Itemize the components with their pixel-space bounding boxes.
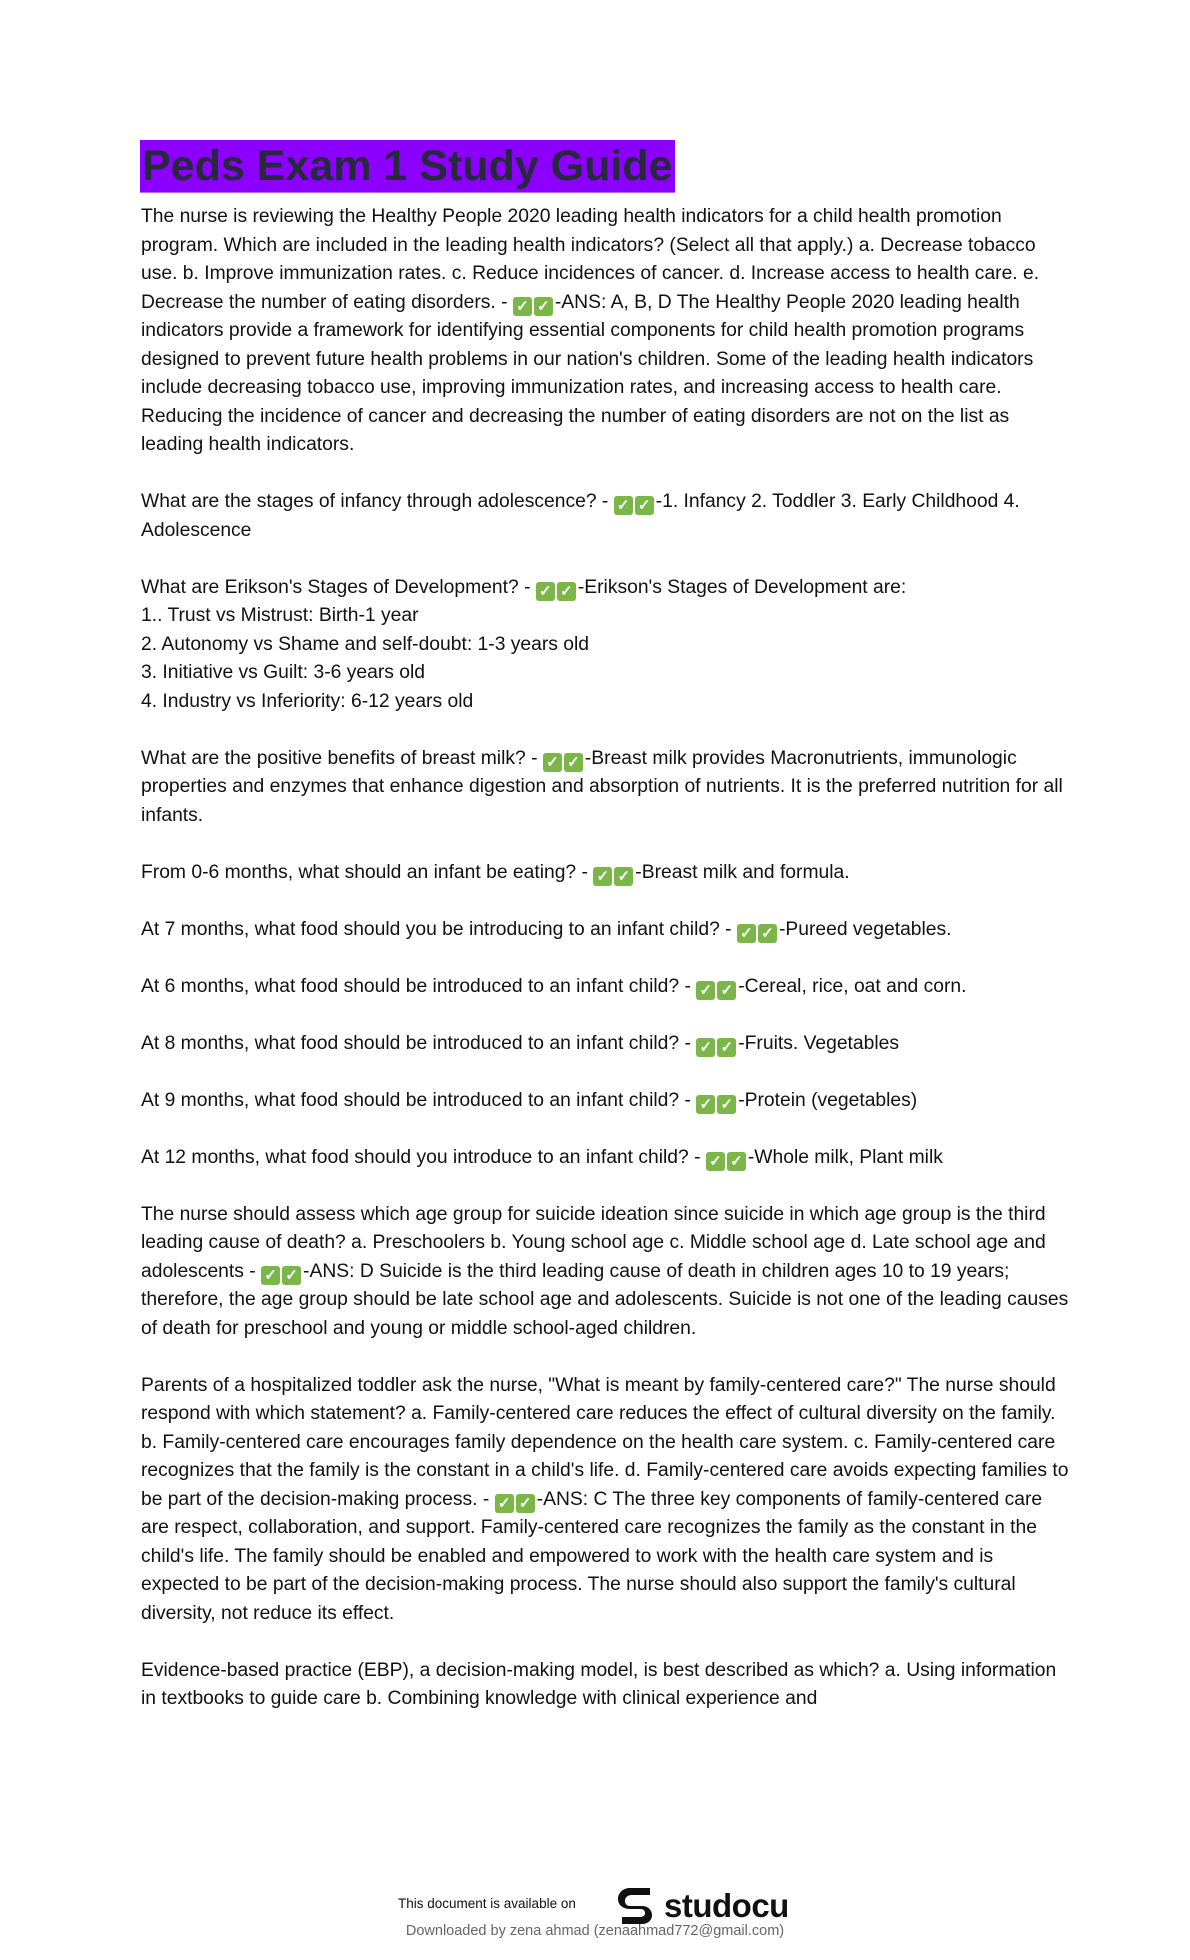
answer-text: -Erikson's Stages of Development are: — [577, 576, 907, 598]
available-on-text: This document is available on — [398, 1896, 576, 1911]
check-mark-icon: ✓ — [261, 1266, 280, 1285]
answer-text: -Fruits. Vegetables — [738, 1032, 899, 1054]
list-item: 4. Industry vs Inferiority: 6-12 years old — [141, 690, 474, 712]
question-text: What are the stages of infancy through adolescence? - — [141, 491, 614, 512]
answer-text: -ANS: C The three key components of family-centered care are respect, collaboration, and support. Family-centered care recognizes the family as the constant in the child's life. The family should be enabled and empowered to work with the health care system and is expected to be part of the decision-making process. The nurse should also support the family's cultural diversity, not reduce its effect. — [141, 1488, 1043, 1624]
qa-entry — [141, 1201, 1069, 1344]
question-text: At 9 months, what food should be introduced to an infant child? - — [141, 1089, 697, 1111]
studocu-brand-text: studocu — [664, 1887, 789, 1924]
question-text: The nurse is reviewing the Healthy People 2020 leading health indicators for a child health promotion program. Which are included in the leading health indicators? (Select all that apply.) a. Decrease tobacco use. b. Improve immunization rates. c. Reduce incidences of cancer. d. Increase access to health care. e. Decrease the number of eating disorders. - — [141, 206, 1040, 313]
check-mark-icon: ✓ — [495, 1494, 514, 1513]
check-mark-icon: ✓ — [614, 867, 633, 886]
qa-entry — [141, 1087, 1069, 1116]
list-item: 3. Initiative vs Guilt: 3-6 years old — [141, 662, 425, 683]
qa-entry — [141, 859, 1069, 888]
question-text: At 8 months, what food should be introduced to an infant child? - — [141, 1032, 697, 1054]
downloaded-by-text: Downloaded by zena ahmad (zenaahmad772@gmail.com) — [405, 1923, 785, 1939]
qa-entry — [141, 574, 1069, 717]
check-mark-icon: ✓ — [696, 1038, 715, 1057]
check-mark-icon: ✓ — [696, 981, 715, 1000]
footer-banner — [0, 1888, 1190, 1924]
qa-entry — [141, 1030, 1069, 1059]
qa-entry — [141, 916, 1069, 945]
answer-text: -Breast milk and formula. — [635, 861, 850, 883]
question-text: Parents of a hospitalized toddler ask the nurse, "What is meant by family-centered care?" The nurse should respond with which statement? a. Family-centered care reduces the effect of cultural diversity on the family. b. Family-centered care encourages family dependence on the health care system. c. Family-centered care recognizes that the family is the constant in a child's life. d. Family-centered care avoids expecting families to be part of the decision-making process. - — [141, 1374, 1069, 1510]
check-mark-icon: ✓ — [717, 1038, 736, 1057]
question-text: At 12 months, what food should you introduce to an infant child? - — [141, 1146, 706, 1168]
answer-text: -1. Infancy 2. Toddler 3. Early Childhood 4. Adolescence — [141, 491, 1020, 541]
list-item: 1.. Trust vs Mistrust: Birth-1 year — [141, 605, 419, 626]
check-mark-icon: ✓ — [536, 582, 555, 601]
question-text: Evidence-based practice (EBP), a decision-making model, is best described as which? a. Using information in textbooks to guide care b. Combining knowledge with clinical experience and — [141, 1659, 1057, 1709]
document-body — [141, 203, 1069, 1742]
check-mark-icon: ✓ — [282, 1266, 301, 1285]
answer-text: -ANS: D Suicide is the third leading cause of death in children ages 10 to 19 years; therefore, the age group should be late school age and adolescents. Suicide is not one of the leading causes of death for preschool and young or middle school-aged children. — [141, 1260, 1069, 1339]
question-text: The nurse should assess which age group for suicide ideation since suicide in which age group is the third leading cause of death? a. Preschoolers b. Young school age c. Middle school age d. Late school age and adolescents - — [141, 1203, 1046, 1282]
question-text: From 0-6 months, what should an infant be eating? - — [141, 861, 594, 883]
check-mark-icon: ✓ — [513, 297, 532, 316]
qa-entry — [141, 973, 1069, 1002]
check-mark-icon: ✓ — [564, 753, 583, 772]
check-mark-icon: ✓ — [717, 1095, 736, 1114]
qa-entry — [141, 1144, 1069, 1173]
qa-entry — [141, 1372, 1069, 1629]
question-text: What are the positive benefits of breast milk? - — [141, 747, 543, 769]
check-mark-icon: ✓ — [727, 1152, 746, 1171]
answer-text: -Protein (vegetables) — [738, 1089, 918, 1111]
check-mark-icon: ✓ — [737, 924, 756, 943]
qa-entry — [141, 1657, 1069, 1714]
qa-entry — [141, 745, 1069, 831]
question-text: What are Erikson's Stages of Development? - — [141, 576, 536, 598]
check-mark-icon: ✓ — [516, 1494, 535, 1513]
studocu-logo-link[interactable] — [616, 1888, 789, 1924]
check-mark-icon: ✓ — [614, 496, 633, 515]
answer-text: -Whole milk, Plant milk — [747, 1146, 943, 1168]
list-item: 2. Autonomy vs Shame and self-doubt: 1-3 years old — [141, 633, 590, 655]
answer-text: -ANS: A, B, D The Healthy People 2020 leading health indicators provide a framework for identifying essential components for child health promotion programs designed to prevent future health problems in our nation's children. Some of the leading health indicators include decreasing tobacco use, improving immunization rates, and increasing access to health care. Reducing the incidence of cancer and decreasing the number of eating disorders are not on the list as leading health indicators. — [141, 291, 1034, 455]
document-title: Peds Exam 1 Study Guide — [140, 140, 675, 193]
check-mark-icon: ✓ — [635, 496, 654, 515]
check-mark-icon: ✓ — [557, 582, 576, 601]
question-text: At 7 months, what food should you be introducing to an infant child? - — [141, 918, 737, 940]
check-mark-icon: ✓ — [717, 981, 736, 1000]
answer-text: -Cereal, rice, oat and corn. — [738, 975, 967, 997]
studocu-logo-icon — [616, 1886, 656, 1926]
answer-text: -Breast milk provides Macronutrients, immunologic properties and enzymes that enhance digestion and absorption of nutrients. It is the preferred nutrition for all infants. — [141, 747, 1063, 826]
check-mark-icon: ✓ — [593, 867, 612, 886]
check-mark-icon: ✓ — [534, 297, 553, 316]
check-mark-icon: ✓ — [758, 924, 777, 943]
question-text: At 6 months, what food should be introduced to an infant child? - — [141, 975, 697, 997]
answer-text: -Pureed vegetables. — [778, 918, 952, 940]
check-mark-icon: ✓ — [696, 1095, 715, 1114]
check-mark-icon: ✓ — [543, 753, 562, 772]
qa-entry — [141, 203, 1069, 460]
check-mark-icon: ✓ — [706, 1152, 725, 1171]
qa-entry — [141, 488, 1069, 545]
